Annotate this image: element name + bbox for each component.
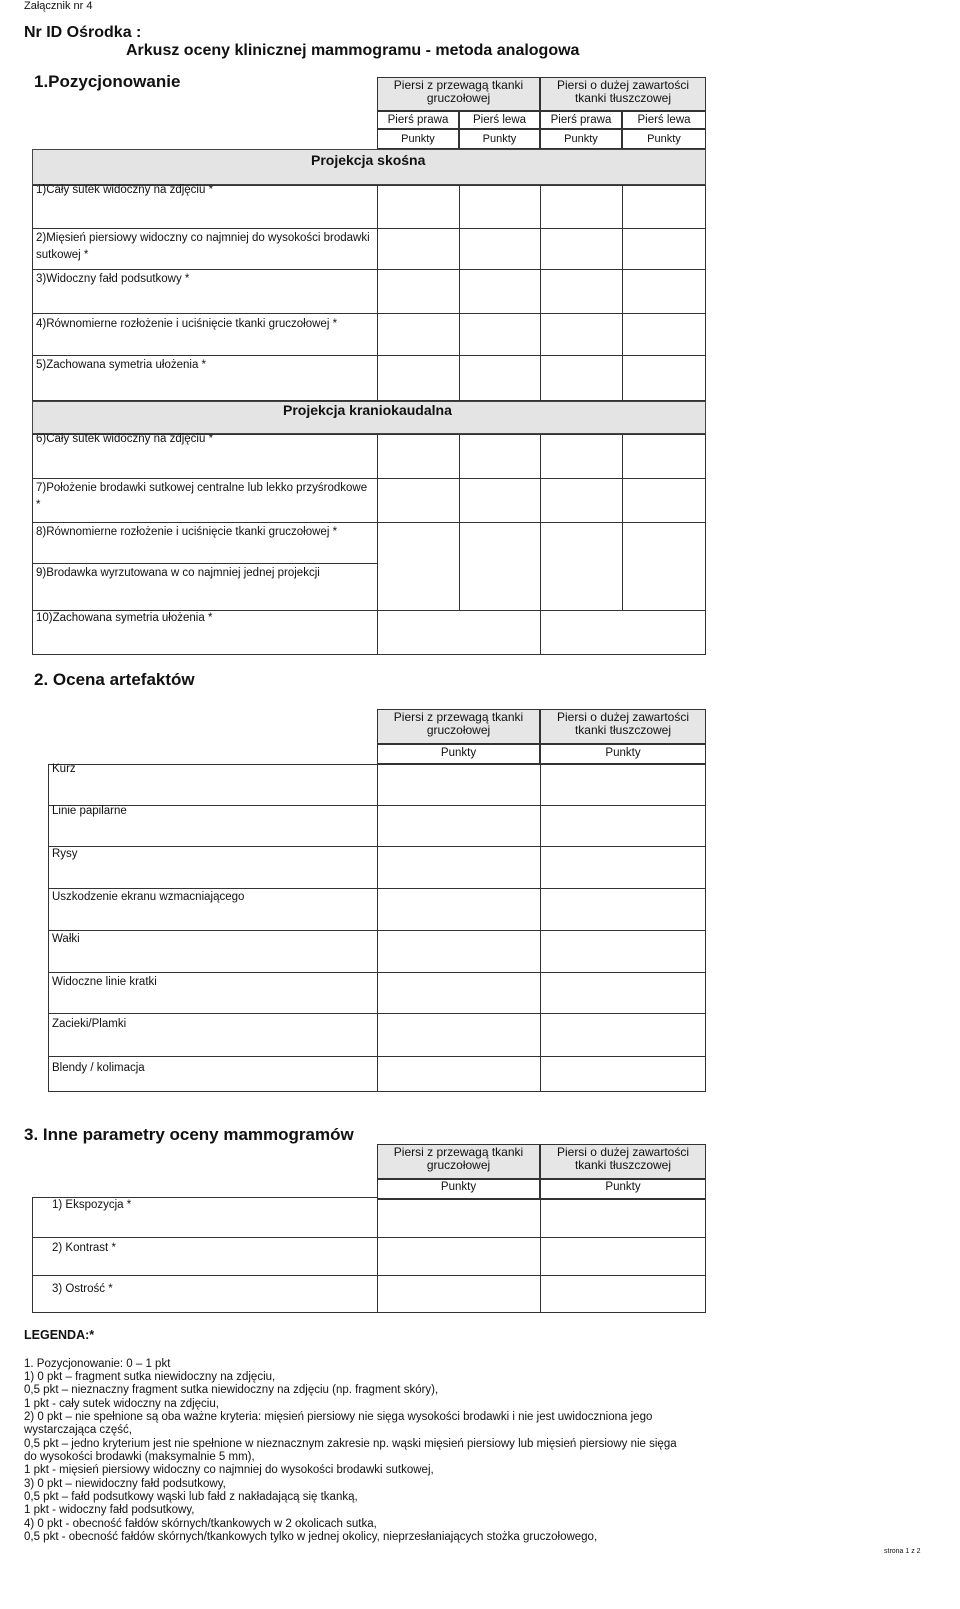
legend-line-10: 3) 0 pkt – niewidoczny fałd podsutkowy, [24, 1478, 226, 1490]
s3-points-2: Punkty [540, 1179, 706, 1199]
page-title: Arkusz oceny klinicznej mammogramu - metoda analogowa [126, 42, 580, 59]
s1-points-3: Punkty [540, 129, 622, 149]
params-grid [377, 1199, 706, 1313]
artifact-scratches: Rysy [52, 848, 78, 860]
section3-heading: 3. Inne parametry oceny mammogramów [24, 1125, 354, 1144]
legend-line-14: 0,5 pkt - obecność fałdów skórnych/tkankowych tylko w jednej okolicy, nieprzesłaniających stożka gruczołowego, [24, 1531, 598, 1543]
s1-col-glandular: Piersi z przewagą tkanki gruczołowej [377, 77, 540, 111]
oblique-item-3: 3)Widoczny fałd podsutkowy * [36, 273, 190, 285]
legend-line-5: 2) 0 pkt – nie spełnione są oba ważne kryteria: mięsień piersiowy nie sięga wysokości brodawki i nie jest uwidoczniona jego [24, 1411, 653, 1423]
annex-label: Załącznik nr 4 [24, 0, 93, 12]
s2-points-2: Punkty [540, 744, 706, 764]
artifact-dust: Kurz [52, 763, 76, 775]
legend-line-8: do wysokości brodawki (maksymalnie 5 mm), [24, 1451, 255, 1463]
param-exposure: 1) Ekspozycja * [52, 1199, 132, 1211]
artifact-stains: Zacieki/Plamki [52, 1018, 127, 1030]
s3-points-1: Punkty [377, 1179, 540, 1199]
cc-item-9: 9)Brodawka wyrzutowana w co najmniej jednej projekcji [36, 567, 320, 579]
s1-points-4: Punkty [622, 129, 706, 149]
cc-item-8: 8)Równomierne rozłożenie i uciśnięcie tkanki gruczołowej * [36, 526, 338, 538]
band-cc-title: Projekcja kraniokaudalna [283, 402, 452, 418]
param-contrast: 2) Kontrast * [52, 1242, 116, 1254]
legend-line-2: 1) 0 pkt – fragment sutka niewidoczny na zdjęciu, [24, 1371, 276, 1383]
artifact-fingerprints: Linie papilarne [52, 805, 127, 817]
band-cc [32, 401, 706, 434]
legend-line-4: 1 pkt - cały sutek widoczny na zdjęciu, [24, 1398, 219, 1410]
legend-line-11: 0,5 pkt – fałd podsutkowy wąski lub fałd z nakładającą się tkanką, [24, 1491, 358, 1503]
legend-line-3: 0,5 pkt – nieznaczny fragment sutka niewidoczny na zdjęciu (np. fragment skóry), [24, 1384, 439, 1396]
center-id-label: Nr ID Ośrodka : [24, 24, 142, 41]
s1-col-fatty: Piersi o dużej zawartości tkanki tłuszczowej [540, 77, 706, 111]
section1-heading: 1.Pozycjonowanie [34, 72, 181, 91]
section2-heading: 2. Ocena artefaktów [34, 670, 195, 689]
cc-item-10: 10)Zachowana symetria ułożenia * [36, 612, 213, 624]
cc-item-7: 7)Położenie brodawki sutkowej centralne lub lekko przyśrodkowe * [36, 482, 368, 511]
s1-right-glandular: Pierś prawa [377, 111, 459, 129]
s1-right-fatty: Pierś prawa [540, 111, 622, 129]
oblique-item-4: 4)Równomierne rozłożenie i uciśnięcie tkanki gruczołowej * [36, 318, 338, 330]
artifact-grid-lines: Widoczne linie kratki [52, 976, 157, 988]
legend-line-13: 4) 0 pkt - obecność fałdów skórnych/tkankowych w 2 okolicach sutka, [24, 1518, 377, 1530]
s1-points-1: Punkty [377, 129, 459, 149]
artifact-collimation: Blendy / kolimacja [52, 1062, 145, 1074]
s3-col-fatty: Piersi o dużej zawartości tkanki tłuszczowej [540, 1144, 706, 1179]
artifact-screen-damage: Uszkodzenie ekranu wzmacniającego [52, 891, 245, 903]
s2-col-fatty: Piersi o dużej zawartości tkanki tłuszczowej [540, 709, 706, 744]
legend-line-6: wystarczająca część, [24, 1424, 133, 1436]
oblique-item-5: 5)Zachowana symetria ułożenia * [36, 359, 207, 371]
s1-left-fatty: Pierś lewa [622, 111, 706, 129]
legend-line-9: 1 pkt - mięsień piersiowy widoczny co najmniej do wysokości brodawki sutkowej, [24, 1464, 434, 1476]
s1-left-glandular: Pierś lewa [459, 111, 540, 129]
band-oblique-title: Projekcja skośna [311, 152, 426, 168]
cc-item-6: 6)Cały sutek widoczny na zdjęciu * [36, 433, 214, 445]
oblique-item-2: 2)Mięsień piersiowy widoczny co najmniej do wysokości brodawki sutkowej * [36, 232, 370, 261]
legend-line-12: 1 pkt - widoczny fałd podsutkowy, [24, 1504, 195, 1516]
s2-col-glandular: Piersi z przewagą tkanki gruczołowej [377, 709, 540, 744]
s3-col-glandular: Piersi z przewagą tkanki gruczołowej [377, 1144, 540, 1179]
page-number: strona 1 z 2 [884, 1548, 921, 1555]
legend-heading: LEGENDA:* [24, 1328, 95, 1342]
s1-points-2: Punkty [459, 129, 540, 149]
legend-line-1: 1. Pozycjonowanie: 0 – 1 pkt [24, 1358, 171, 1370]
artifact-rollers: Wałki [52, 933, 80, 945]
band-oblique [32, 149, 706, 185]
oblique-item-1: 1)Cały sutek widoczny na zdjęciu * [36, 184, 214, 196]
s2-points-1: Punkty [377, 744, 540, 764]
param-sharpness: 3) Ostrość * [52, 1283, 113, 1295]
legend-line-7: 0,5 pkt – jedno kryterium jest nie spełnione w nieznacznym zakresie np. wąski mięsień piersiowy lub mięsień piersiowy nie sięga [24, 1438, 677, 1450]
